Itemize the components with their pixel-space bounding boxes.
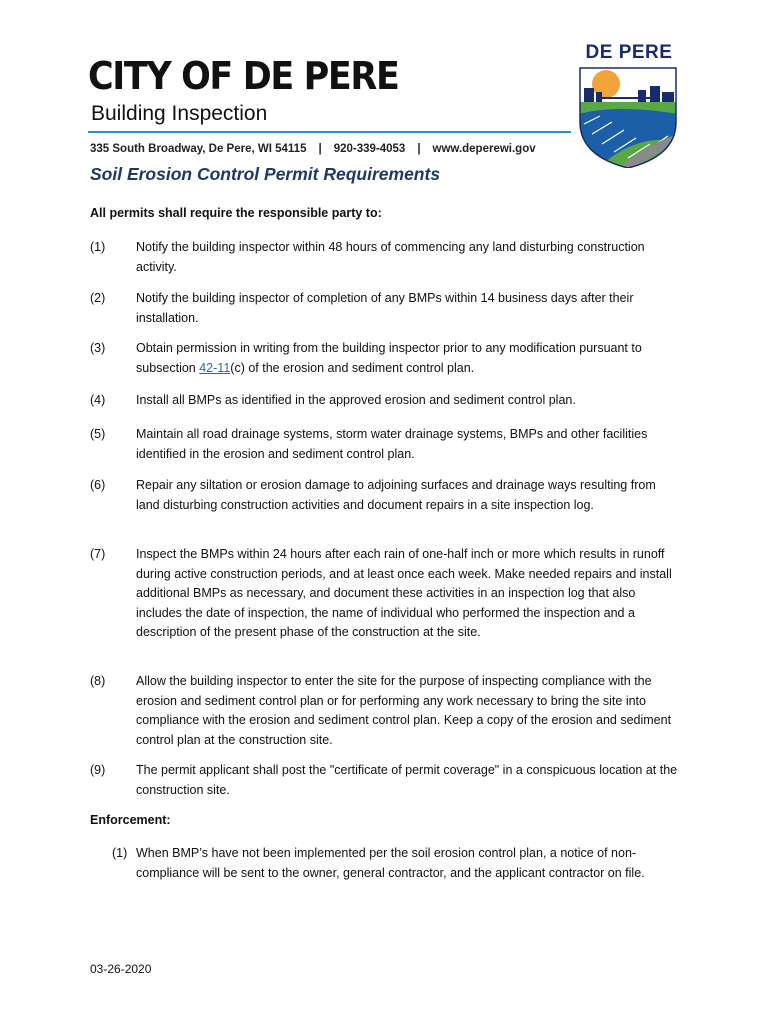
requirement-text: Notify the building inspector of completion of any BMPs within 14 business days after their installation. xyxy=(136,291,634,325)
subsection-link[interactable]: 42-11 xyxy=(199,360,231,375)
requirement-text: Inspect the BMPs within 24 hours after each rain of one-half inch or more which results in runoff during active construction periods, and at least once each week. Make needed repairs and install additional BMPs as necessary, and document these activities in an inspection log that also includes the date of inspection, the name of individual who performed the inspection and a description of the present phase of the construction at the site. xyxy=(136,547,672,639)
separator: | xyxy=(318,143,322,155)
requirement-text-part: Obtain permission in writing from the building inspector prior to any modification pursuant to subsection xyxy=(136,341,642,375)
requirement-number: (5) xyxy=(90,427,106,441)
website: www.deperewi.gov xyxy=(432,143,536,155)
de-pere-logo xyxy=(578,44,678,168)
address: 335 South Broadway, De Pere, WI 54115 xyxy=(90,143,307,155)
requirement-text-part: (c) of the erosion and sediment control plan. xyxy=(230,360,475,375)
phone: 920-339-4053 xyxy=(333,143,406,155)
logo-text: DE PERE xyxy=(585,42,673,63)
requirement-number: (2) xyxy=(90,291,106,305)
footer-date: 03-26-2020 xyxy=(90,962,152,976)
requirement-text: Repair any siltation or erosion damage to adjoining surfaces and drainage ways resulting from land disturbing construction activities and document repairs in a site inspection log. xyxy=(136,478,656,512)
requirement-number: (6) xyxy=(90,478,106,492)
requirement-text: Notify the building inspector within 48 hours of commencing any land disturbing construction activity. xyxy=(136,240,645,274)
requirement-number: (7) xyxy=(90,547,106,561)
header-subtitle: Building Inspection xyxy=(91,102,268,125)
requirement-number: (3) xyxy=(90,341,106,355)
requirement-number: (9) xyxy=(90,763,106,777)
requirement-text xyxy=(136,339,682,378)
intro-text: All permits shall require the responsible party to: xyxy=(90,206,382,220)
contact-line xyxy=(90,143,536,155)
requirement-text: Allow the building inspector to enter the site for the purpose of inspecting compliance with the erosion and sediment control plan or for performing any work necessary to bring the site into compliance with the erosion and sediment control plan. Keep a copy of the erosion and sediment control plan at the construction site. xyxy=(136,674,672,747)
requirement-number: (8) xyxy=(90,674,106,688)
requirement-text: Maintain all road drainage systems, storm water drainage systems, BMPs and other facilities identified in the erosion and sediment control plan. xyxy=(136,427,648,461)
logo-skyline xyxy=(584,88,594,104)
requirement-text: Install all BMPs as identified in the approved erosion and sediment control plan. xyxy=(136,393,576,407)
requirement-text: The permit applicant shall post the "certificate of permit coverage" in a conspicuous location at the construction site. xyxy=(136,763,678,797)
document-title: Soil Erosion Control Permit Requirements xyxy=(90,164,441,184)
separator: | xyxy=(417,143,421,155)
header-title: CITY OF DE PERE xyxy=(88,54,399,98)
enforcement-heading: Enforcement: xyxy=(90,813,171,827)
enforcement-number: (1) xyxy=(112,846,128,860)
enforcement-text: When BMP’s have not been implemented per the soil erosion control plan, a notice of non-compliance will be sent to the owner, general contractor, and the applicant contractor on file. xyxy=(136,846,645,880)
header-rule xyxy=(88,131,571,133)
requirement-number: (4) xyxy=(90,393,106,407)
requirement-number: (1) xyxy=(90,240,106,254)
